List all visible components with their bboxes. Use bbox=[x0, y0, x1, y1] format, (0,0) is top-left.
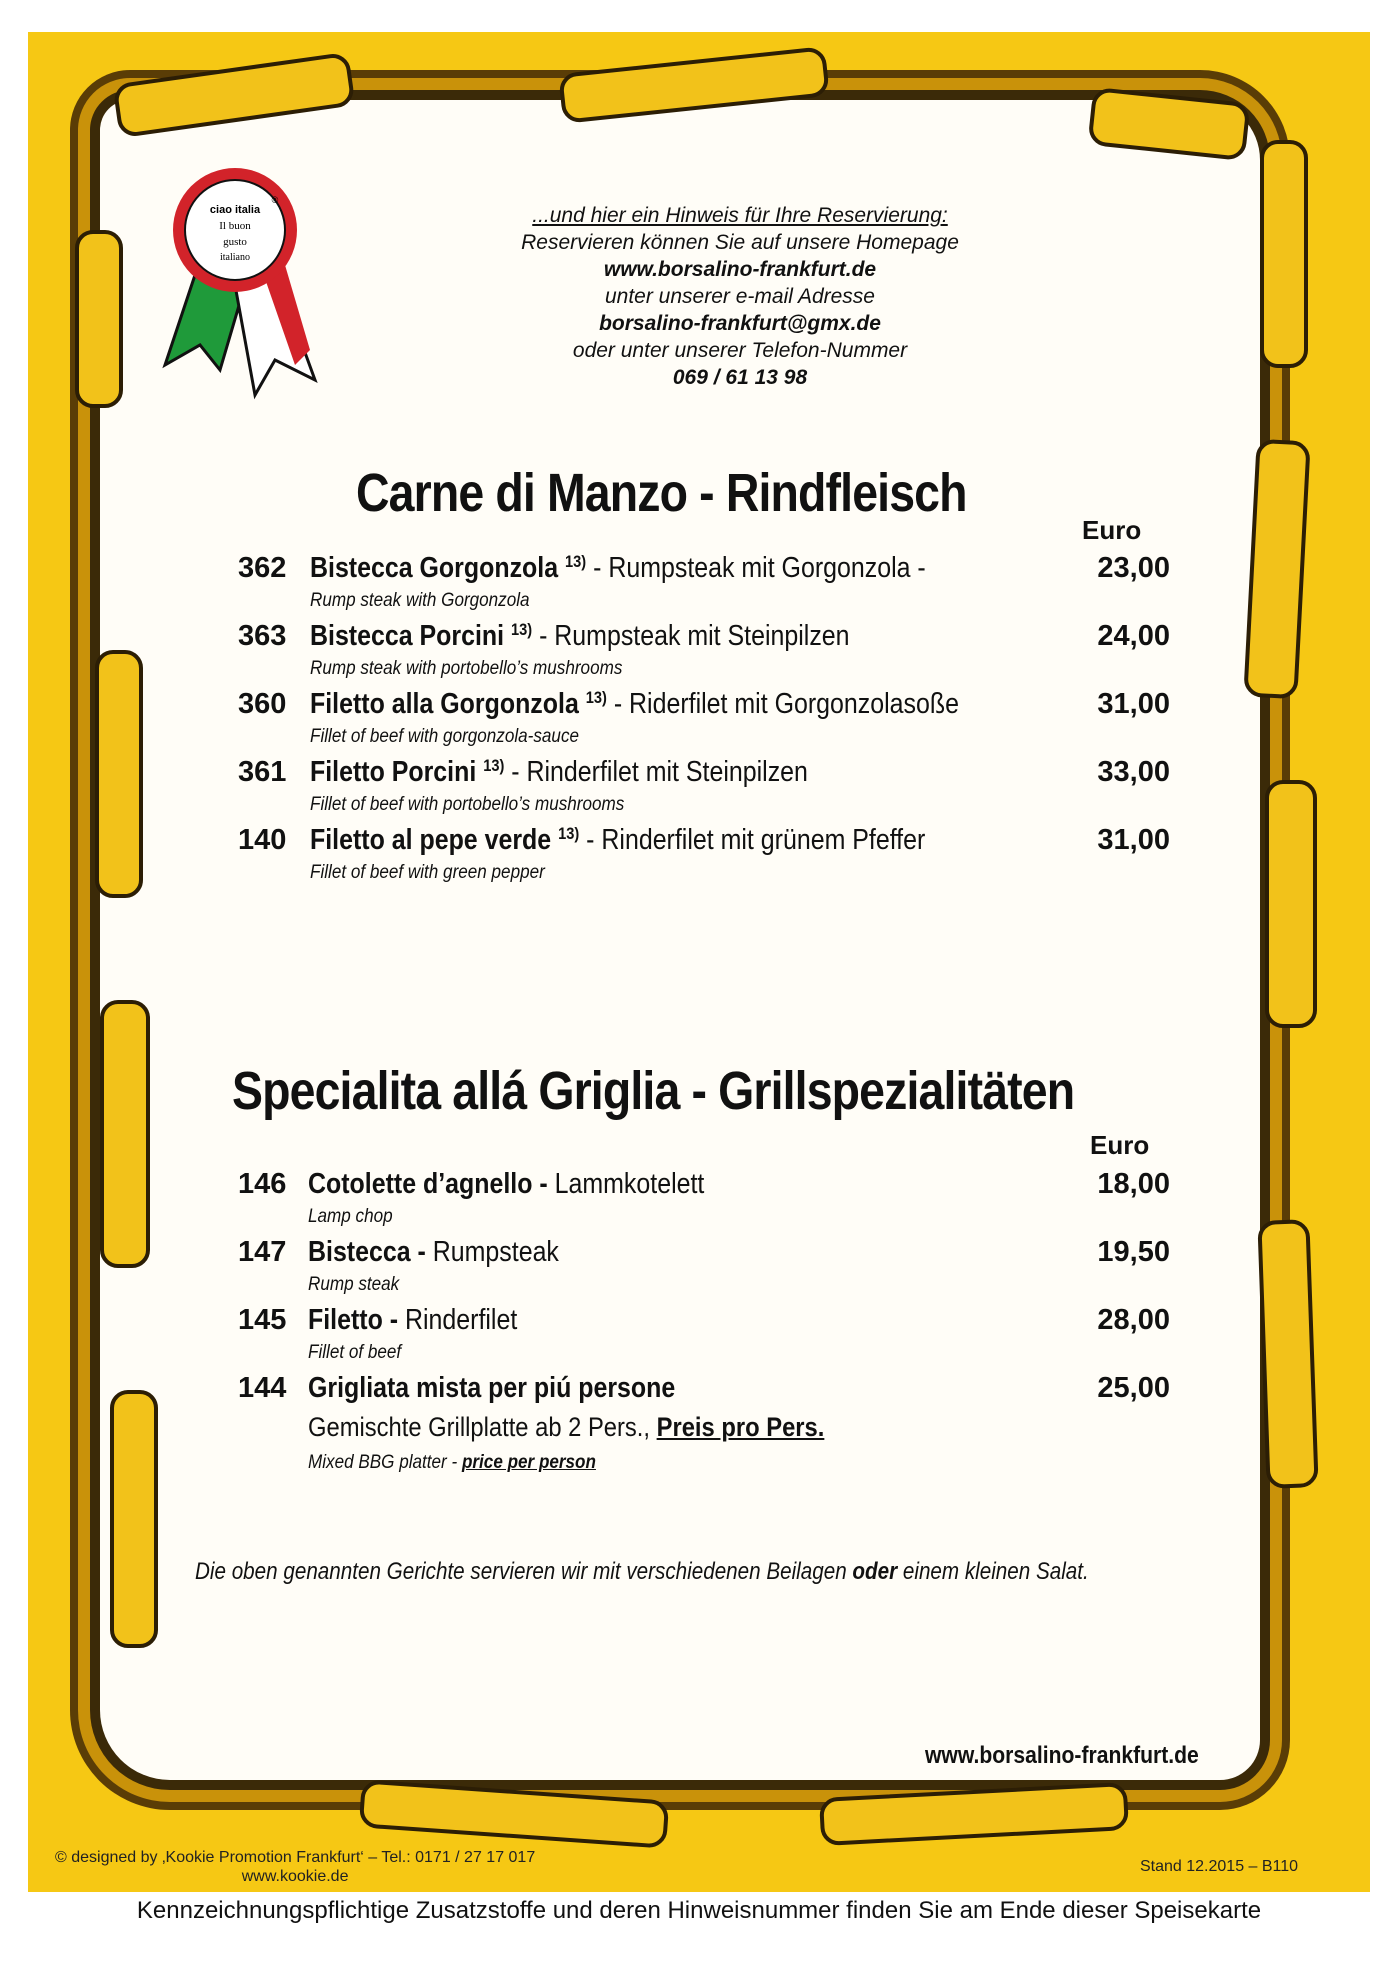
item-number: 361 bbox=[238, 756, 287, 788]
item-title: Bistecca - Rumpsteak bbox=[308, 1236, 559, 1268]
item-number: 144 bbox=[238, 1372, 287, 1404]
item-number: 363 bbox=[238, 620, 287, 652]
svg-text:®: ® bbox=[271, 195, 279, 205]
item-english: Fillet of beef bbox=[308, 1342, 402, 1363]
credit-line: © designed by ‚Kookie Promotion Frankfurt‘ – Tel.: 0171 / 27 17 017 bbox=[55, 1849, 536, 1866]
item-price: 28,00 bbox=[1097, 1304, 1170, 1336]
scroll-decoration bbox=[100, 1000, 150, 1268]
item-title: Bistecca Porcini $^{13)}$ - Rumpsteak mit Steinpilzen bbox=[310, 620, 850, 652]
svg-text:italiano: italiano bbox=[220, 252, 250, 263]
side-dish-note: Die oben genannten Gerichte servieren wir mit verschiedenen Beilagen oder einem kleinen Salat. bbox=[195, 1558, 1089, 1585]
item-price: 19,50 bbox=[1097, 1236, 1170, 1268]
item-title: Filetto - Rinderfilet bbox=[308, 1304, 518, 1336]
item-number: 140 bbox=[238, 824, 287, 856]
reservation-info bbox=[460, 202, 1020, 391]
website-bottom-link[interactable]: www.borsalino-frankfurt.de bbox=[925, 1742, 1199, 1769]
item-english: Rump steak bbox=[308, 1274, 400, 1295]
item-title: Filetto Porcini $^{13)}$ - Rinderfilet mit Steinpilzen bbox=[310, 756, 808, 788]
reservation-text: oder unter unserer Telefon-Nummer bbox=[572, 339, 908, 362]
item-english: Rump steak with portobello’s mushrooms bbox=[310, 658, 623, 679]
section-title-beef: Carne di Manzo - Rindfleisch bbox=[356, 463, 967, 523]
item-title: Bistecca Gorgonzola $^{13)}$ - Rumpsteak mit Gorgonzola - bbox=[310, 552, 926, 584]
currency-label: Euro bbox=[1082, 515, 1142, 545]
scroll-decoration bbox=[75, 230, 123, 408]
section-title-grill: Specialita allá Griglia - Grillspezialitäten bbox=[232, 1061, 1075, 1121]
scroll-decoration bbox=[95, 650, 143, 898]
item-price: 33,00 bbox=[1097, 756, 1170, 788]
item-title: Filetto al pepe verde $^{13)}$ - Rinderfilet mit grünem Pfeffer bbox=[310, 824, 926, 856]
item-number: 147 bbox=[238, 1236, 287, 1268]
currency-label: Euro bbox=[1090, 1130, 1150, 1160]
item-number: 362 bbox=[238, 552, 287, 584]
item-german-description: Gemischte Grillplatte ab 2 Pers., Preis pro Pers. bbox=[308, 1412, 825, 1442]
scroll-decoration bbox=[110, 1390, 158, 1648]
quality-badge bbox=[145, 165, 325, 415]
item-english: Fillet of beef with portobello’s mushrooms bbox=[310, 794, 625, 815]
credit-website[interactable]: www.kookie.de bbox=[241, 1868, 349, 1885]
item-price: 25,00 bbox=[1097, 1372, 1170, 1404]
reservation-heading: ...und hier ein Hinweis für Ihre Reservierung: bbox=[532, 204, 948, 227]
scroll-decoration bbox=[1260, 140, 1308, 368]
item-number: 360 bbox=[238, 688, 287, 720]
scroll-decoration bbox=[1257, 1219, 1318, 1489]
item-title: Cotolette d’agnello - Lammkotelett bbox=[308, 1168, 705, 1200]
item-english: Mixed BBG platter - price per person bbox=[308, 1452, 596, 1473]
additives-footer: Kennzeichnungspflichtige Zusatzstoffe und deren Hinweisnummer finden Sie am Ende dieser Speisekarte bbox=[136, 1897, 1262, 1924]
item-price: 31,00 bbox=[1097, 688, 1170, 720]
item-number: 146 bbox=[238, 1168, 287, 1200]
svg-text:Il buon: Il buon bbox=[219, 220, 251, 232]
reservation-phone: 069 / 61 13 98 bbox=[672, 366, 808, 389]
item-english: Rump steak with Gorgonzola bbox=[310, 590, 530, 611]
item-price: 23,00 bbox=[1097, 552, 1170, 584]
svg-text:gusto: gusto bbox=[223, 236, 247, 248]
item-title: Filetto alla Gorgonzola $^{13)}$ - Riderfilet mit Gorgonzolasoße bbox=[310, 688, 959, 720]
svg-text:ciao italia: ciao italia bbox=[209, 204, 261, 216]
version-stamp: Stand 12.2015 – B110 bbox=[1140, 1858, 1299, 1875]
item-price: 24,00 bbox=[1097, 620, 1170, 652]
reservation-email-link[interactable]: borsalino-frankfurt@gmx.de bbox=[599, 312, 881, 335]
reservation-text: unter unserer e-mail Adresse bbox=[604, 285, 875, 308]
reservation-website-link[interactable]: www.borsalino-frankfurt.de bbox=[603, 258, 877, 281]
item-price: 18,00 bbox=[1097, 1168, 1170, 1200]
item-english: Lamp chop bbox=[308, 1206, 393, 1227]
item-english: Fillet of beef with gorgonzola-sauce bbox=[310, 726, 580, 747]
designer-credit bbox=[55, 1848, 535, 1886]
item-number: 145 bbox=[238, 1304, 287, 1336]
reservation-text: Reservieren können Sie auf unsere Homepage bbox=[521, 231, 959, 254]
scroll-decoration bbox=[1265, 780, 1317, 1028]
item-english: Fillet of beef with green pepper bbox=[310, 862, 545, 883]
item-price: 31,00 bbox=[1097, 824, 1170, 856]
item-title: Grigliata mista per piú persone bbox=[308, 1372, 676, 1404]
